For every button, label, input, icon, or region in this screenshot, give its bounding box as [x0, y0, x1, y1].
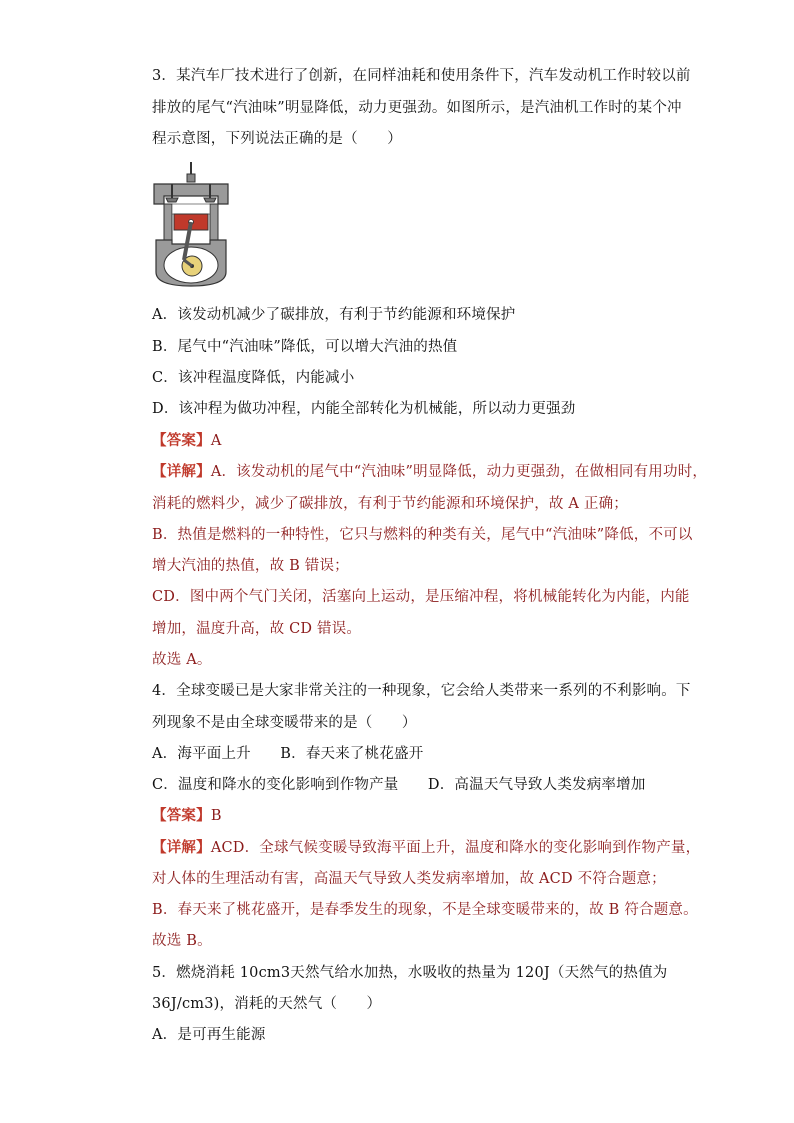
detail-tag: 【详解】: [152, 839, 211, 856]
detail-text: A．该发动机的尾气中“汽油味”明显降低，动力更强劲，在做相同有用功时，: [210, 464, 708, 480]
q3-stem-line-1: 3．某汽车厂技术进行了创新，在同样油耗和使用条件下，汽车发动机工作时较以前: [152, 68, 691, 84]
q3-stem-line-3: 程示意图，下列说法正确的是（ ）: [152, 131, 402, 147]
q3-option-d: D．该冲程为做功冲程，内能全部转化为机械能，所以动力更强劲: [152, 401, 576, 417]
q3-detail-line-1: [152, 462, 707, 482]
answer-value: B: [210, 808, 222, 824]
q3-detail-line-4: 增大汽油的热值，故 B 错误；: [152, 558, 349, 574]
q4-options-line-2: C．温度和降水的变化影响到作物产量 D．高温天气导致人类发病率增加: [152, 777, 646, 793]
q4-options-line-1: A．海平面上升 B．春天来了桃花盛开: [152, 746, 424, 762]
q5-option-a: A．是可再生能源: [152, 1027, 266, 1043]
q4-detail-line-4: 故选 B。: [152, 933, 212, 949]
q3-detail-line-3: B．热值是燃料的一种特性，它只与燃料的种类有关，尾气中“汽油味”降低，不可以: [152, 527, 693, 543]
detail-tag: 【详解】: [152, 463, 211, 480]
q3-detail-line-5: CD．图中两个气门关闭，活塞向上运动，是压缩冲程，将机械能转化为内能，内能: [152, 589, 690, 605]
q3-detail-line-2: 消耗的燃料少，减少了碳排放，有利于节约能源和环境保护，故 A 正确；: [152, 496, 628, 512]
q4-detail-line-1: [152, 838, 700, 858]
q4-detail-line-2: 对人体的生理活动有害，高温天气导致人类发病率增加，故 ACD 不符合题意；: [152, 871, 666, 887]
answer-value: A: [210, 433, 222, 449]
detail-text: ACD．全球气候变暖导致海平面上升，温度和降水的变化影响到作物产量，: [210, 840, 701, 856]
answer-tag: 【答案】: [152, 807, 211, 824]
q3-detail-line-7: 故选 A。: [152, 652, 212, 668]
q4-answer: [152, 806, 222, 826]
q3-option-a: A．该发动机减少了碳排放，有利于节约能源和环境保护: [152, 307, 516, 323]
q3-option-c: C．该冲程温度降低，内能减小: [152, 370, 355, 386]
q3-detail-line-6: 增加，温度升高，故 CD 错误。: [152, 621, 362, 637]
answer-tag: 【答案】: [152, 432, 211, 449]
q4-detail-line-3: B．春天来了桃花盛开，是春季发生的现象，不是全球变暖带来的，故 B 符合题意。: [152, 902, 698, 918]
q3-option-b: B．尾气中“汽油味”降低，可以增大汽油的热值: [152, 339, 458, 355]
q4-stem-line-2: 列现象不是由全球变暖带来的是（ ）: [152, 715, 417, 731]
q3-answer: [152, 431, 221, 451]
q4-stem-line-1: 4．全球变暖已是大家非常关注的一种现象，它会给人类带来一系列的不利影响。下: [152, 683, 691, 699]
q5-stem-line-1: 5．燃烧消耗 10cm3天然气给水加热，水吸收的热量为 120J（天然气的热值为: [152, 965, 668, 981]
engine-stroke-diagram: [152, 160, 230, 288]
q3-stem-line-2: 排放的尾气“汽油味”明显降低，动力更强劲。如图所示，是汽油机工作时的某个冲: [152, 100, 682, 116]
q5-stem-line-2: 36J/cm3)，消耗的天然气（ ）: [152, 996, 382, 1012]
